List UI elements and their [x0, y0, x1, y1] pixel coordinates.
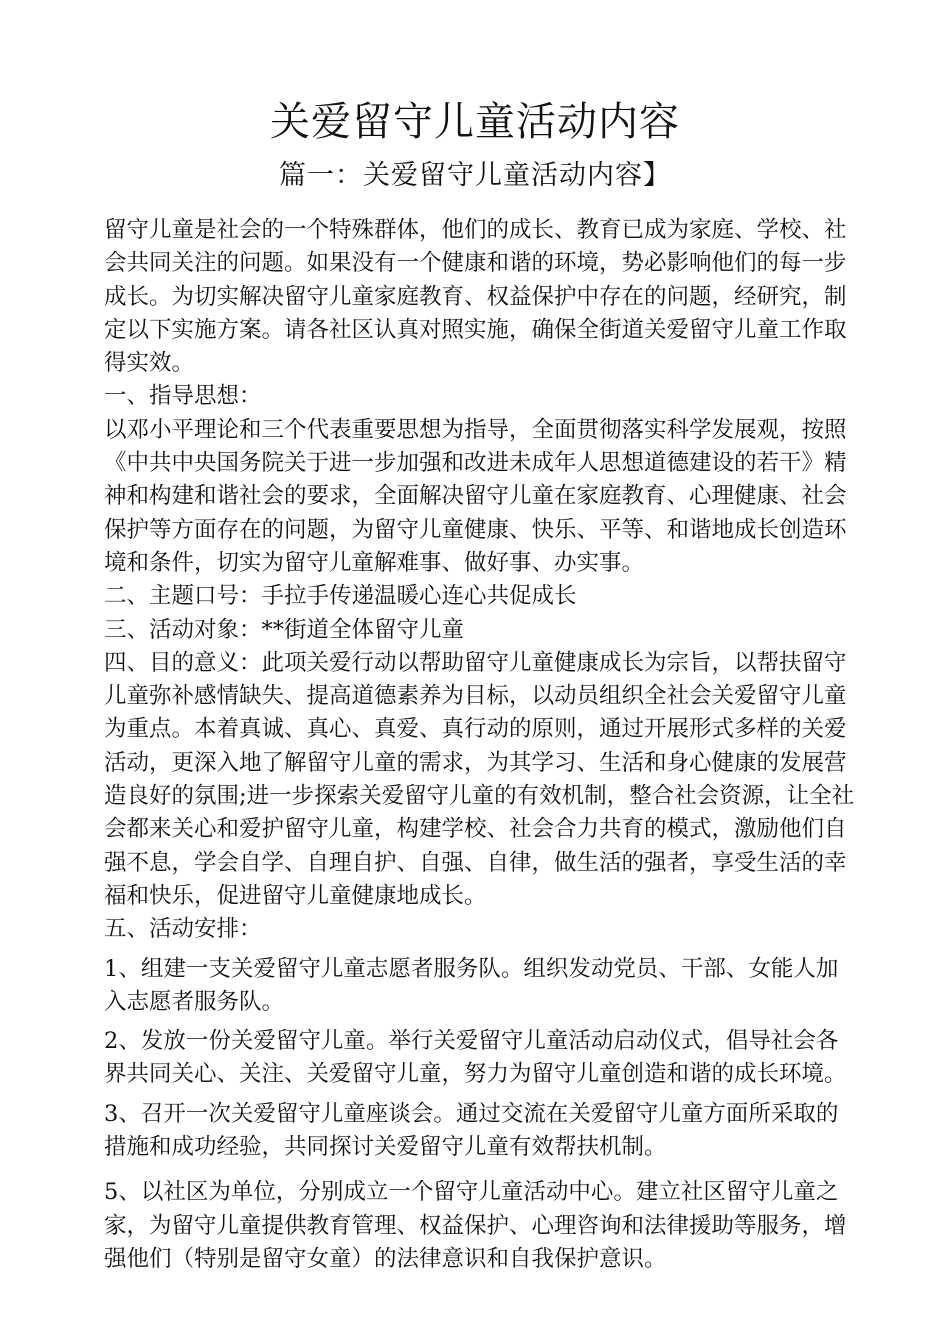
arrangement-item-5: 5、以社区为单位，分别成立一个留守儿童活动中心。建立社区留守儿童之家，为留守儿童提供教育管理、权益保护、心理咨询和法律援助等服务，增强他们（特别是留守女童）的法律意识和自我保护意识。: [104, 1179, 847, 1272]
section-heading-guiding-ideology: 一、指导思想：: [104, 383, 262, 410]
guiding-ideology-paragraph: 以邓小平理论和三个代表重要思想为指导，全面贯彻落实科学发展观，按照《中共中央国务院关于进一步加强和改进未成年人思想道德建设的若干》精神和构建和谐社会的要求，全面解决留守儿童在家庭教育、心理健康、社会保护等方面存在的问题，为留守儿童健康、快乐、平等、和谐地成长创造环境和条件，切实为留守儿童解难事、做好事、办实事。: [104, 416, 847, 576]
arrangement-item-1: 1、组建一支关爱留守儿童志愿者服务队。组织发动党员、干部、女能人加入志愿者服务队。: [104, 955, 839, 1015]
section-heading-arrangements: 五、活动安排：: [104, 916, 262, 943]
section-target-audience: 三、活动对象：**街道全体留守儿童: [104, 616, 465, 643]
document-title: 关爱留守儿童活动内容: [270, 99, 680, 145]
arrangement-item-2: 2、发放一份关爱留守儿童。举行关爱留守儿童活动启动仪式，倡导社会各界共同关心、关注、关爱留守儿童，努力为留守儿童创造和谐的成长环境。: [104, 1028, 847, 1088]
section-theme-slogan: 二、主题口号：手拉手传递温暖心连心共促成长: [104, 583, 577, 610]
document-body: [104, 214, 856, 1276]
arrangement-item-3: 3、召开一次关爱留守儿童座谈会。通过交流在关爱留守儿童方面所采取的措施和成功经验，共同探讨关爱留守儿童有效帮扶机制。: [104, 1100, 839, 1161]
purpose-paragraph: 四、目的意义：此项关爱行动以帮助留守儿童健康成长为宗旨，以帮扶留守儿童弥补感情缺失、提高道德素养为目标，以动员组织全社会关爱留守儿童为重点。本着真诚、真心、真爱、真行动的原则，通过开展形式多样的关爱活动，更深入地了解留守儿童的需求，为其学习、生活和身心健康的发展营造良好的氛围;进一步探索关爱留守儿童的有效机制，整合社会资源，让全社会都来关心和爱护留守儿童，构建学校、社会合力共育的模式，激励他们自强不息，学会自学、自理自护、自强、自律，做生活的强者，享受生活的幸福和快乐，促进留守儿童健康地成长。: [104, 649, 855, 909]
intro-paragraph: 留守儿童是社会的一个特殊群体，他们的成长、教育已成为家庭、学校、社会共同关注的问题。如果没有一个健康和谐的环境，势必影响他们的每一步成长。为切实解决留守儿童家庭教育、权益保护中存在的问题，经研究，制定以下实施方案。请各社区认真对照实施，确保全街道关爱留守儿童工作取得实效。: [104, 217, 847, 377]
document-subtitle: 篇一：关爱留守儿童活动内容】: [279, 160, 671, 191]
